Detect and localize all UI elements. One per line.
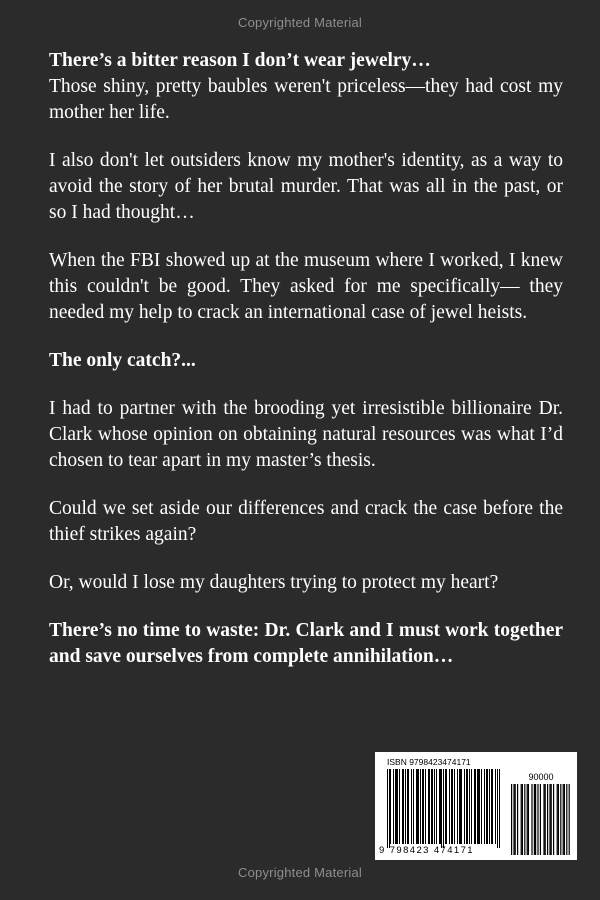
addon-barcode-bar	[517, 784, 518, 855]
addon-barcode-bar	[524, 784, 525, 855]
barcode-bar	[445, 769, 446, 844]
barcode-bar	[387, 769, 388, 848]
barcode-bar	[452, 769, 453, 844]
barcode-bar	[441, 769, 442, 848]
isbn-label: ISBN 9798423474171	[387, 757, 471, 767]
addon-barcode-bar	[513, 784, 514, 855]
blurb-paragraph-1-text: Those shiny, pretty baubles weren't priceless—they had cost my mother her life.	[49, 76, 563, 123]
addon-barcode-bar	[540, 784, 541, 855]
back-cover-blurb	[49, 48, 563, 692]
blurb-paragraph-6: Could we set aside our differences and crack the case before the thief strikes again?	[49, 498, 563, 545]
addon-barcode-bar	[522, 784, 523, 855]
barcode-bar	[396, 769, 397, 844]
barcode-bar	[407, 769, 408, 844]
barcode-bar	[492, 769, 493, 844]
barcode-bar	[460, 769, 461, 844]
barcode-bar	[418, 769, 419, 844]
barcode-bar	[449, 769, 450, 844]
barcode-bar	[487, 769, 488, 844]
barcode-bar	[459, 769, 460, 844]
barcode-bar	[389, 769, 390, 848]
addon-barcode-bar	[563, 784, 564, 855]
addon-barcode-bar	[558, 784, 559, 855]
barcode-bar	[443, 769, 444, 848]
barcode-bar	[403, 769, 404, 844]
barcode-bar	[408, 769, 409, 844]
price-code: 90000	[528, 772, 554, 782]
blurb-paragraph-5: I had to partner with the brooding yet irresistible billionaire Dr. Clark whose opinion on obtaining natural resources was what I’d chosen to tear apart in my master’s thesis.	[49, 398, 563, 471]
barcode-bar	[393, 769, 394, 844]
barcode-bar	[475, 769, 476, 844]
barcode-bar	[454, 769, 455, 844]
addon-barcode-bar	[557, 784, 558, 855]
blurb-paragraph-7: Or, would I lose my daughters trying to protect my heart?	[49, 572, 499, 593]
barcode-bar	[411, 769, 412, 844]
barcode-bar	[464, 769, 465, 844]
addon-barcode-bar	[521, 784, 522, 855]
barcode-bar	[469, 769, 470, 844]
barcode-bar	[425, 769, 426, 844]
blurb-hook: There’s a bitter reason I don’t wear jewelry…	[49, 50, 431, 71]
addon-barcode-bar	[566, 784, 567, 855]
watermark-bottom: Copyrighted Material	[238, 865, 362, 880]
barcode-bar	[431, 769, 432, 844]
barcode-bar	[446, 769, 447, 844]
barcode-bar	[423, 769, 424, 844]
barcode-bar	[451, 769, 452, 844]
blurb-catch: The only catch?...	[49, 350, 196, 371]
barcode-bar	[416, 769, 417, 844]
barcode-bar	[489, 769, 490, 844]
addon-barcode-bar	[535, 784, 536, 855]
blurb-paragraph-3: When the FBI showed up at the museum where I worked, I knew this couldn't be good. They asked for me specifically— they needed my help to crack an international case of jewel heists.	[49, 250, 563, 323]
barcode-bar	[484, 769, 485, 844]
addon-barcode-bar	[549, 784, 550, 855]
addon-barcode-bar	[534, 784, 535, 855]
barcode-bar	[481, 769, 482, 844]
barcode-bar	[471, 769, 472, 844]
barcode-bar	[440, 769, 441, 844]
barcode-bar	[428, 769, 429, 844]
addon-barcode-bar	[547, 784, 548, 855]
barcode-bar	[461, 769, 462, 844]
watermark-top: Copyrighted Material	[238, 15, 362, 30]
barcode-bar	[395, 769, 396, 844]
barcode-bars	[375, 752, 577, 860]
barcode-bar	[479, 769, 480, 844]
blurb-closing: There’s no time to waste: Dr. Clark and I must work together and save ourselves from complete annihilation…	[49, 620, 563, 667]
addon-barcode-bar	[527, 784, 528, 855]
barcode-bar	[491, 769, 492, 844]
addon-barcode-bar	[551, 784, 552, 855]
barcode-bar	[413, 769, 414, 844]
barcode-bar	[495, 769, 496, 844]
isbn-barcode	[375, 752, 577, 860]
addon-barcode-bar	[515, 784, 516, 855]
addon-barcode-bar	[560, 784, 561, 855]
barcode-bar	[499, 769, 500, 848]
ean-digits: 9 798423 474171	[379, 845, 474, 856]
blurb-paragraph-2: I also don't let outsiders know my mother's identity, as a way to avoid the story of her brutal murder. That was all in the past, or so I had thought…	[49, 150, 563, 223]
barcode-bar	[436, 769, 437, 844]
barcode-bar	[420, 769, 421, 844]
barcode-bar	[466, 769, 467, 844]
barcode-bar	[432, 769, 433, 844]
barcode-bar	[397, 769, 398, 844]
blurb-paragraph-1	[49, 48, 563, 126]
barcode-bar	[478, 769, 479, 844]
barcode-bar	[439, 769, 440, 844]
barcode-bar	[405, 769, 406, 844]
barcode-bar	[474, 769, 475, 844]
addon-barcode-bar	[564, 784, 565, 855]
barcode-bar	[429, 769, 430, 844]
barcode-bar	[417, 769, 418, 844]
barcode-bar	[477, 769, 478, 844]
barcode-bar	[390, 769, 391, 844]
barcode-bar	[457, 769, 458, 844]
barcode-bar	[497, 769, 498, 848]
addon-barcode-bar	[531, 784, 532, 855]
addon-barcode-bar	[543, 784, 544, 855]
barcode-bar	[486, 769, 487, 844]
barcode-bar	[434, 769, 435, 844]
barcode-bar	[467, 769, 468, 844]
addon-barcode-bar	[537, 784, 538, 855]
barcode-bar	[399, 769, 400, 844]
addon-barcode-bar	[569, 784, 570, 855]
addon-barcode-bar	[528, 784, 529, 855]
addon-barcode-bar	[553, 784, 554, 855]
addon-barcode-bar	[545, 784, 546, 855]
addon-barcode-bar	[511, 784, 512, 855]
barcode-bar	[402, 769, 403, 844]
barcode-bar	[422, 769, 423, 844]
